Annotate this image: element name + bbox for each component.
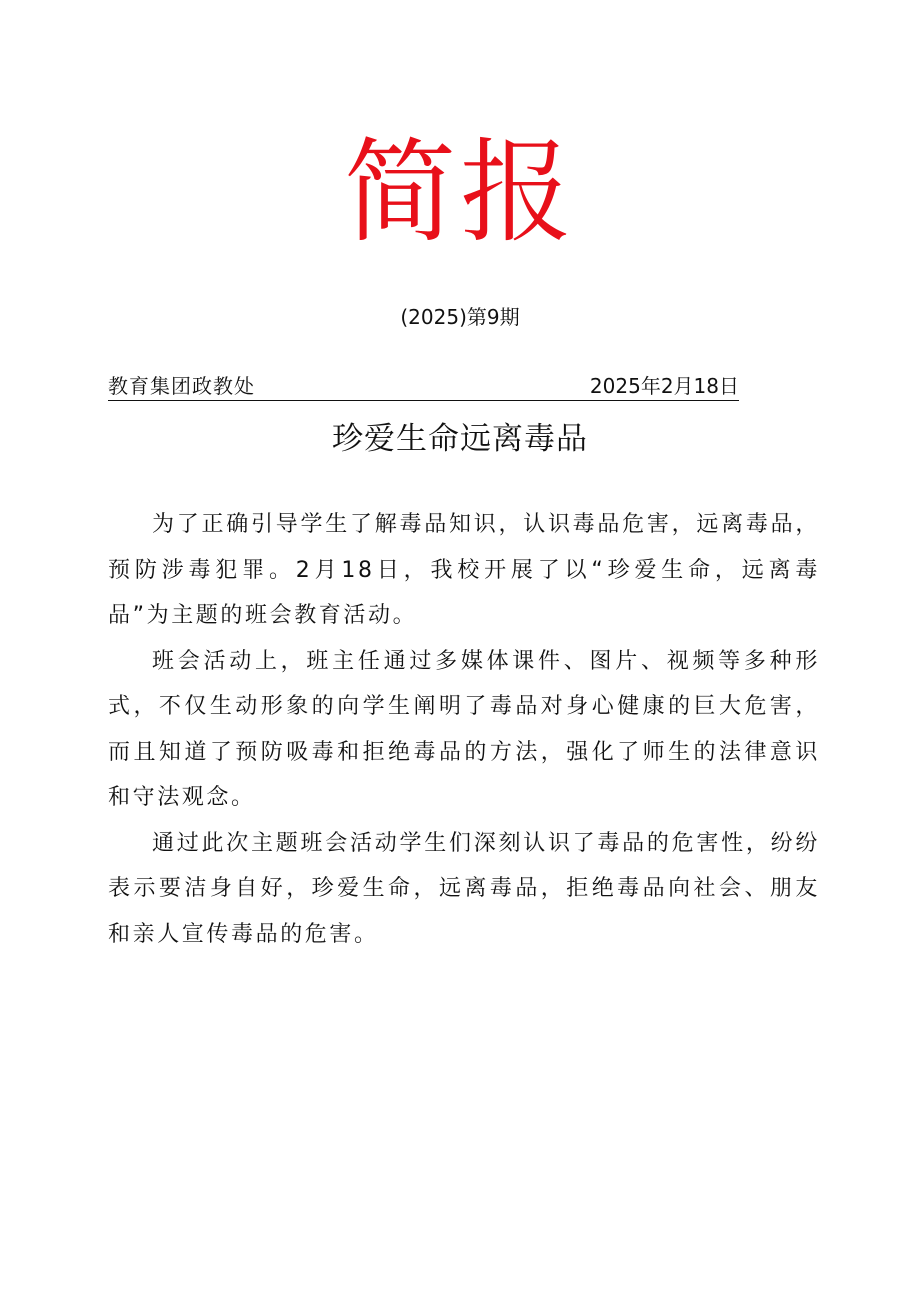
article-title: 珍爱生命远离毒品 xyxy=(332,421,588,457)
article-paragraph: 为了正确引导学生了解毒品知识，认识毒品危害，远离毒品，预防涉毒犯罪。2月18日，我校开展了以“珍爱生命，远离毒品”为主题的班会教育活动。 xyxy=(108,512,820,628)
article-paragraph: 班会活动上，班主任通过多媒体课件、图片、视频等多种形式，不仅生动形象的向学生阐明了毒品对身心健康的巨大危害，而且知道了预防吸毒和拒绝毒品的方法，强化了师生的法律意识和守法观念。 xyxy=(108,648,820,810)
department-name: 教育集团政教处 xyxy=(108,374,255,398)
article-paragraph: 通过此次主题班会活动学生们深刻认识了毒品的危害性，纷纷表示要洁身自好，珍爱生命，远离毒品，拒绝毒品向社会、朋友和亲人宣传毒品的危害。 xyxy=(108,830,820,947)
meta-line xyxy=(108,372,739,401)
issue-date: 2025年2月18日 xyxy=(589,374,739,398)
issue-number: (2025)第9期 xyxy=(400,305,520,329)
masthead-title: 简报 xyxy=(344,128,576,258)
article-body xyxy=(108,502,820,957)
